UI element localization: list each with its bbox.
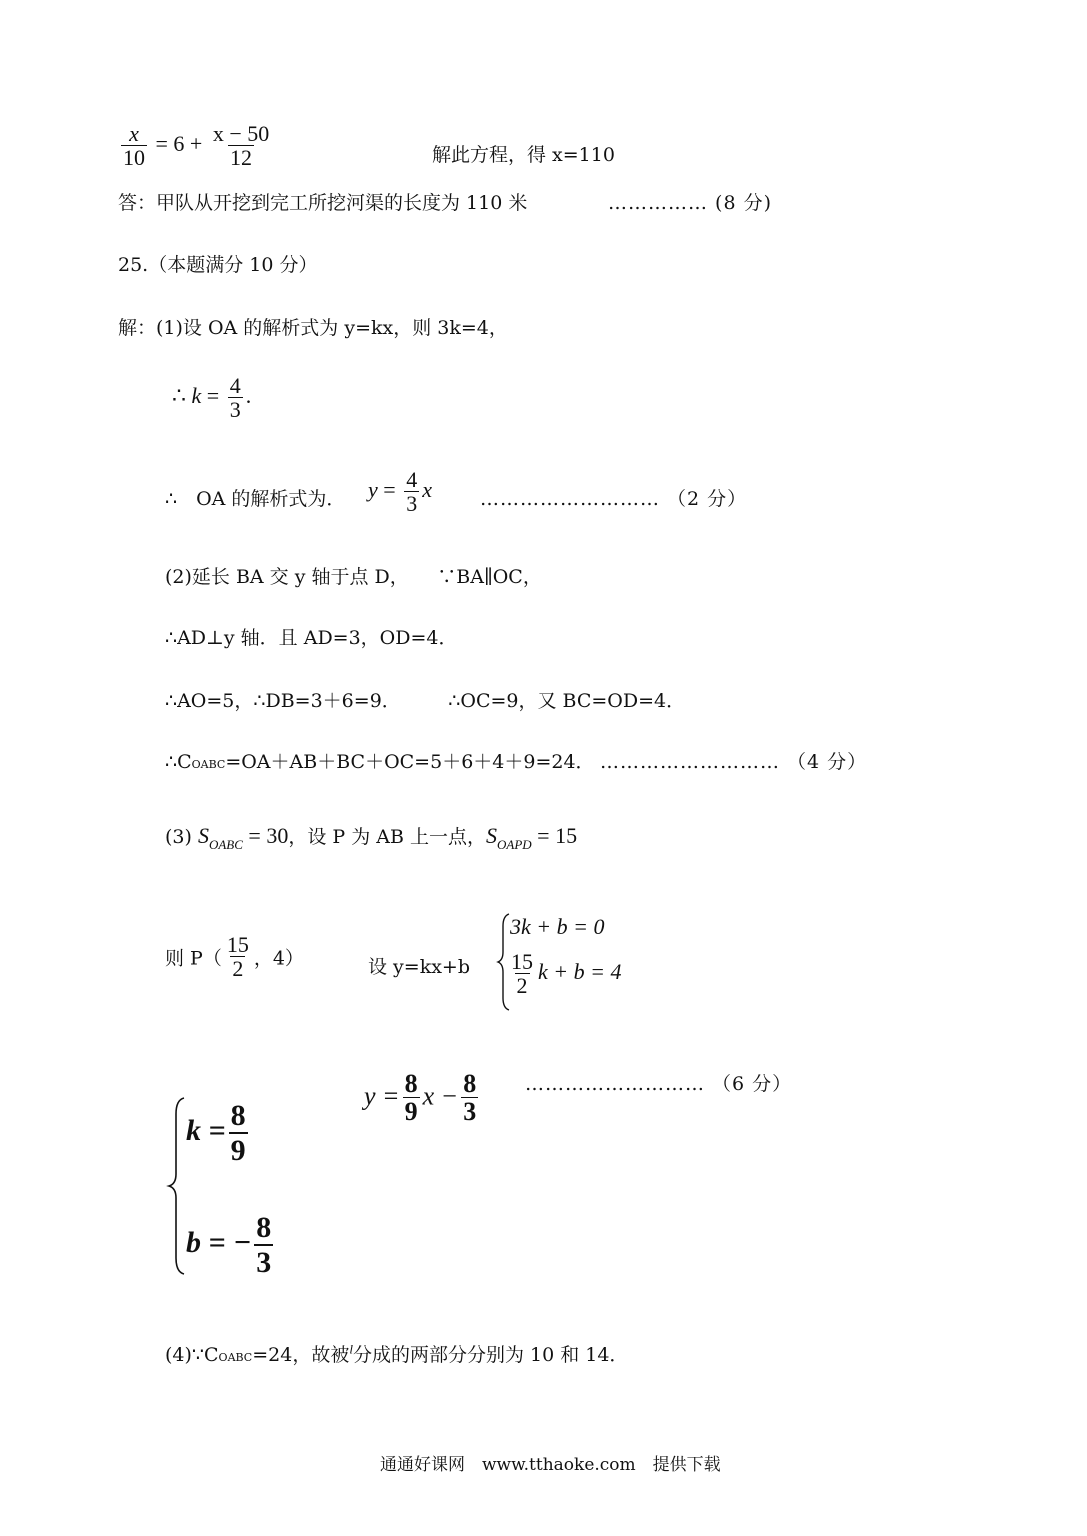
fraction (509, 950, 535, 998)
fraction (225, 933, 251, 981)
fraction (229, 1100, 248, 1167)
area-value: = 30 (248, 823, 289, 848)
part-number: (3) (165, 826, 192, 848)
part1-line1: 解：(1)设 OA 的解析式为 y=kx，则 3k=4， (118, 317, 508, 339)
result-brace (166, 1096, 188, 1276)
area-symbol: S (197, 823, 209, 848)
part4-line (165, 1340, 628, 1367)
subscript: OABC (208, 837, 243, 852)
term: 6 (173, 131, 185, 157)
part2-line2: ∴AD⊥y 轴．且 AD=3，OD=4． (165, 627, 458, 649)
equals: = (206, 383, 220, 409)
denominator: 9 (404, 1097, 418, 1127)
part4-conclusion: 分成的两部分分别为 10 和 14． (352, 1344, 629, 1366)
variable-k: k (191, 383, 202, 409)
oa-equation (368, 468, 432, 516)
question-header: 25.（本题满分 10 分） (118, 254, 318, 276)
numerator: x − 50 (212, 121, 270, 146)
area-value: = 15 (537, 823, 578, 848)
numerator: 8 (230, 1099, 246, 1132)
variable-y: y (368, 477, 378, 503)
part2-score: ……………………… （4 分） (600, 751, 868, 773)
part2-line1: (2)延长 BA 交 y 轴于点 D， ∵BA∥OC， (165, 566, 542, 588)
fraction (461, 1070, 478, 1127)
system-eq2 (506, 950, 621, 998)
point-prefix: 则 P（ (165, 947, 222, 970)
denominator: 9 (230, 1133, 246, 1167)
denominator: 3 (256, 1245, 272, 1279)
part3-line1 (165, 822, 577, 853)
denominator: 3 (406, 491, 418, 517)
fraction (254, 1212, 273, 1279)
part2-line4 (165, 747, 595, 774)
line-l: l (349, 1341, 353, 1357)
answer-score: …………… (8 分) (608, 192, 772, 214)
period: . (245, 383, 252, 409)
fraction (228, 374, 243, 422)
area-oabc (197, 823, 289, 852)
part3-score: ……………………… （6 分） (525, 1073, 793, 1095)
equals: = (155, 131, 168, 157)
plus: + (189, 131, 203, 157)
variable-x: x (422, 477, 432, 503)
numerator: 15 (511, 949, 533, 974)
k-label: k = (186, 1114, 226, 1148)
solve-text: 解此方程，得 x=110 (432, 144, 615, 166)
because-c: (4)∵C (165, 1344, 219, 1366)
equals: = (383, 477, 396, 503)
denominator: 2 (232, 956, 244, 982)
y-label: y = (364, 1081, 400, 1111)
perimeter-label: ∴C (165, 751, 192, 773)
area-symbol: S (485, 823, 497, 848)
numerator: 8 (256, 1211, 272, 1244)
x-term: x − (422, 1081, 459, 1111)
fraction (403, 1070, 420, 1127)
part2-line3: ∴AO=5，∴DB=3＋6=9． ∴OC=9，又 BC=OD=4． (165, 690, 686, 712)
oa-text: ∴ OA 的解析式为． (165, 488, 346, 510)
numerator: 4 (229, 373, 241, 398)
fraction (211, 122, 271, 170)
subscript: OAPD (496, 837, 532, 852)
fraction (404, 468, 419, 516)
b-label: b = − (186, 1226, 252, 1260)
system-eq1: 3k + b = 0 (510, 914, 605, 939)
denominator: 12 (230, 145, 253, 171)
set-point-text: ，设 P 为 AB 上一点， (288, 826, 486, 848)
result-k (186, 1100, 251, 1167)
equation-rest: k + b = 4 (538, 959, 622, 985)
numerator: 15 (226, 932, 249, 957)
point-suffix: ，4） (253, 947, 304, 970)
answer-text: 答：甲队从开挖到完工所挖河渠的长度为 110 米 (118, 192, 528, 214)
equation-line (118, 122, 274, 170)
perimeter-calc: =OA＋AB＋BC＋OC=5＋6＋4＋9=24． (225, 751, 595, 773)
numerator: 8 (463, 1069, 477, 1098)
subscript: OABC (218, 1351, 253, 1364)
fraction (121, 122, 147, 170)
part4-middle: =24，故被 (252, 1344, 350, 1366)
numerator: 8 (404, 1069, 418, 1098)
area-oapd (485, 823, 578, 852)
final-equation (364, 1070, 481, 1127)
oa-score: ……………………… （2 分） (480, 488, 748, 510)
denominator: 2 (516, 973, 528, 999)
result-b (186, 1212, 276, 1279)
footer-text: 通通好课网 www.tthaoke.com 提供下载 (380, 1455, 721, 1475)
set-line-text: 设 y=kx+b (368, 956, 471, 978)
denominator: 3 (463, 1097, 477, 1127)
numerator: 4 (406, 467, 418, 492)
point-p (165, 933, 304, 981)
k-equation (172, 374, 251, 422)
therefore-symbol: ∴ (172, 383, 186, 409)
denominator: 10 (123, 145, 145, 171)
numerator: x (129, 121, 139, 146)
subscript: OABC (191, 758, 226, 771)
denominator: 3 (229, 397, 241, 423)
